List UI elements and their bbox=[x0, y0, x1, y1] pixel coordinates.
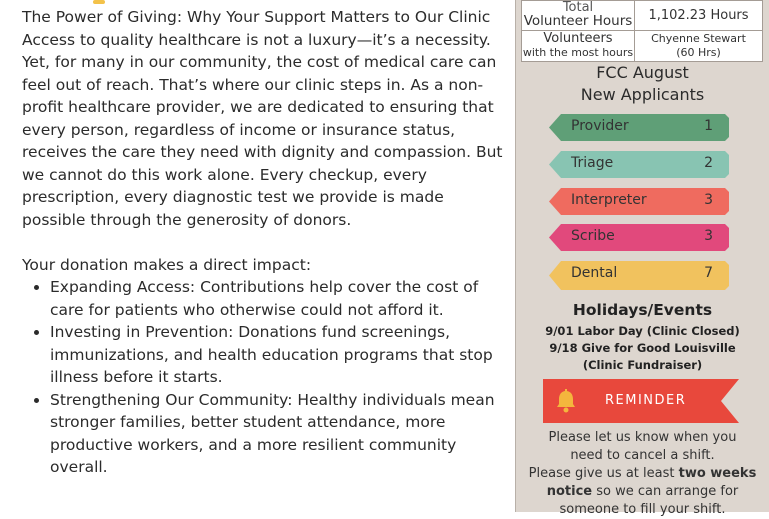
applicant-tag-triage: Triage 2 bbox=[549, 151, 729, 178]
impact-list bbox=[22, 276, 508, 479]
article bbox=[22, 6, 508, 479]
total-hours-label: Total Volunteer Hours bbox=[522, 1, 635, 31]
paragraph-spacer bbox=[22, 231, 508, 254]
reminder-note: Please let us know when you need to cancel a shift. Please give us at least two weeks notice so we can arrange for someone to fill your shift. bbox=[528, 430, 757, 517]
volunteer-stats-table bbox=[521, 0, 763, 62]
most-hours-value: Chyenne Stewart (60 Hrs) bbox=[635, 31, 763, 62]
event-line: 9/18 Give for Good Louisville bbox=[549, 341, 736, 355]
list-item: • Strengthening Our Community: Healthy individuals mean stronger families, better student attendance, more productive workers, and a more resilient community overall. bbox=[50, 389, 508, 479]
applicant-tag-scribe: Scribe 3 bbox=[549, 224, 729, 251]
article-title: The Power of Giving: Why Your Support Matters to Our Clinic bbox=[22, 8, 491, 26]
article-intro: Access to quality healthcare is not a luxury—it’s a necessity. Yet, for many in our community, the cost of medical care can feel out of reach. That’s where our clinic steps in. As a non-profit healthcare provider, we are dedicated to ensuring that every person, regardless of income or insurance status, receives the care they need with dignity and compassion. But we cannot do this work alone. Every checkup, every prescription, every diagnostic test we provide is made possible through the generosity of donors. bbox=[22, 30, 503, 229]
impact-heading: Your donation makes a direct impact: bbox=[22, 255, 312, 274]
sidebar bbox=[515, 0, 769, 517]
reminder-label: REMINDER bbox=[605, 393, 687, 408]
list-item: • Expanding Access: Contributions help cover the cost of care for patients who otherwise could not afford it. bbox=[50, 276, 508, 321]
applicants-title: FCC August New Applicants bbox=[580, 63, 705, 104]
accent-mark bbox=[93, 0, 105, 4]
events-title: Holidays/Events bbox=[572, 301, 713, 319]
reminder-banner bbox=[543, 379, 739, 423]
event-line: (Clinic Fundraiser) bbox=[582, 358, 703, 372]
event-line: 9/01 Labor Day (Clinic Closed) bbox=[545, 324, 740, 338]
total-hours-value: 1,102.23 Hours bbox=[635, 1, 763, 31]
applicant-tag-interpreter: Interpreter 3 bbox=[549, 188, 729, 215]
applicant-tag-provider: Provider 1 bbox=[549, 114, 729, 141]
applicant-tag-dental: Dental 7 bbox=[549, 261, 729, 288]
list-item: • Investing in Prevention: Donations fund screenings, immunizations, and health education programs that stop illness before it starts. bbox=[50, 321, 508, 389]
most-hours-label: Volunteers with the most hours bbox=[522, 31, 635, 62]
events-list bbox=[516, 323, 769, 374]
bell-icon bbox=[555, 389, 577, 413]
